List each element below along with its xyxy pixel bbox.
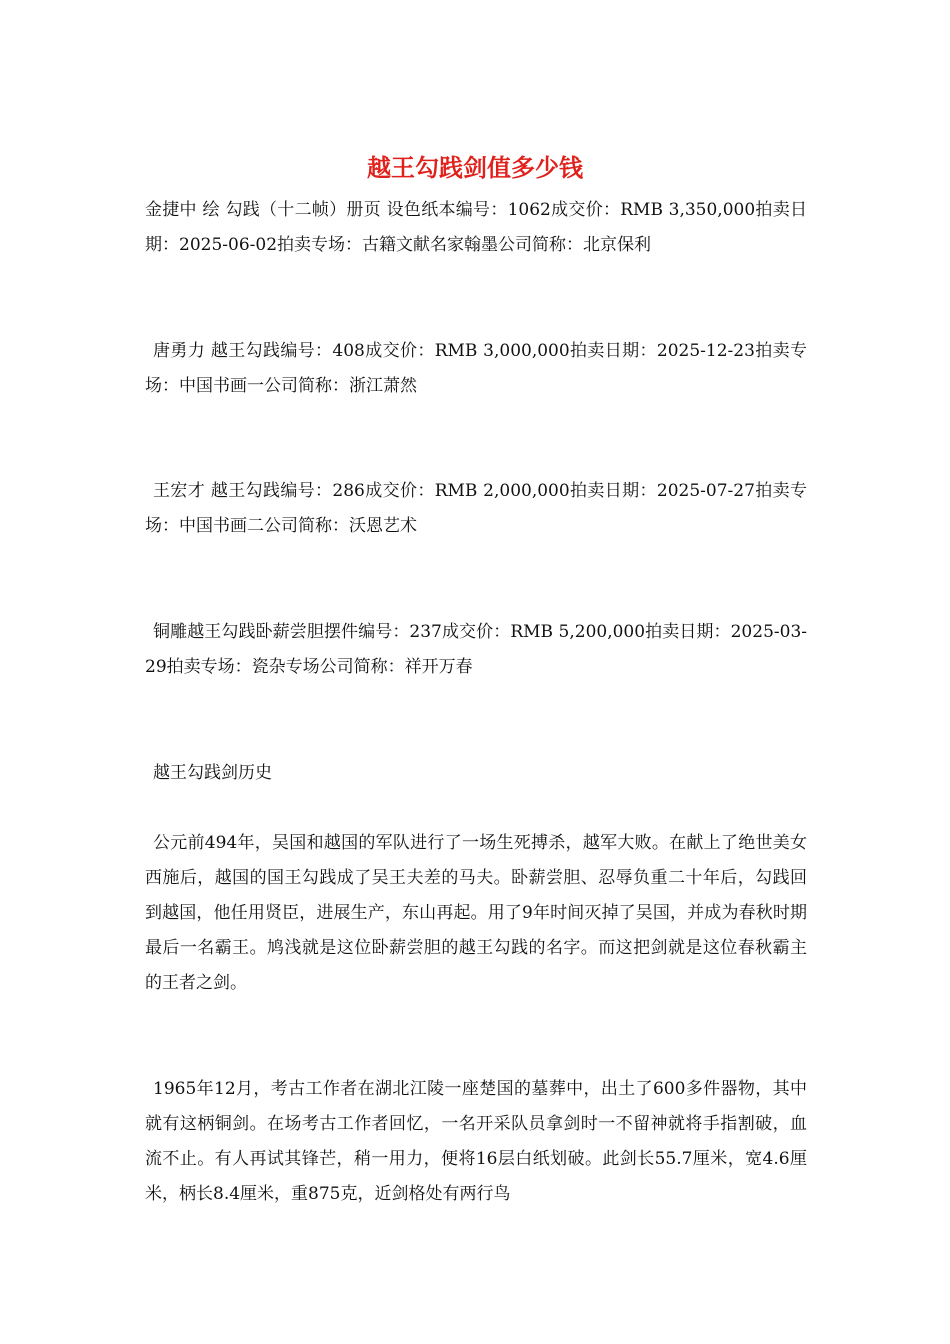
history-paragraph-2: 1965年12月，考古工作者在湖北江陵一座楚国的墓葬中，出土了600多件器物，其中就有这柄铜剑。在场考古工作者回忆，一名开采队员拿剑时一不留神就将手指割破，血流不止。有人再试其锋芒，稍一用力，便将16层白纸划破。此剑长55.7厘米，宽4.6厘米，柄长8.4厘米，重875克，近剑格处有两行鸟 [145,1079,807,1204]
auction-listing-4: 铜雕越王勾践卧薪尝胆摆件编号：237成交价：RMB 5,200,000拍卖日期：2025-03-29拍卖专场：瓷杂专场公司简称：祥开万春 [145,622,807,677]
section-heading: 越王勾践剑历史 [153,763,272,783]
history-paragraph-1: 公元前494年，吴国和越国的军队进行了一场生死搏杀，越军大败。在献上了绝世美女西施后，越国的国王勾践成了吴王夫差的马夫。卧薪尝胆、忍辱负重二十年后，勾践回到越国，他任用贤臣，进展生产，东山再起。用了9年时间灭掉了吴国，并成为春秋时期最后一名霸王。鸠浅就是这位卧薪尝胆的越王勾践的名字。而这把剑就是这位春秋霸主的王者之剑。 [145,833,807,993]
page-title: 越王勾践剑值多少钱 [367,153,583,182]
auction-listing-1: 金捷中 绘 勾践（十二帧）册页 设色纸本编号：1062成交价：RMB 3,350,000拍卖日期：2025-06-02拍卖专场：古籍文献名家翰墨公司简称：北京保利 [145,200,807,255]
auction-listing-2: 唐勇力 越王勾践编号：408成交价：RMB 3,000,000拍卖日期：2025-12-23拍卖专场：中国书画一公司简称：浙江萧然 [145,341,807,396]
auction-listing-3: 王宏才 越王勾践编号：286成交价：RMB 2,000,000拍卖日期：2025-07-27拍卖专场：中国书画二公司简称：沃恩艺术 [145,481,807,536]
